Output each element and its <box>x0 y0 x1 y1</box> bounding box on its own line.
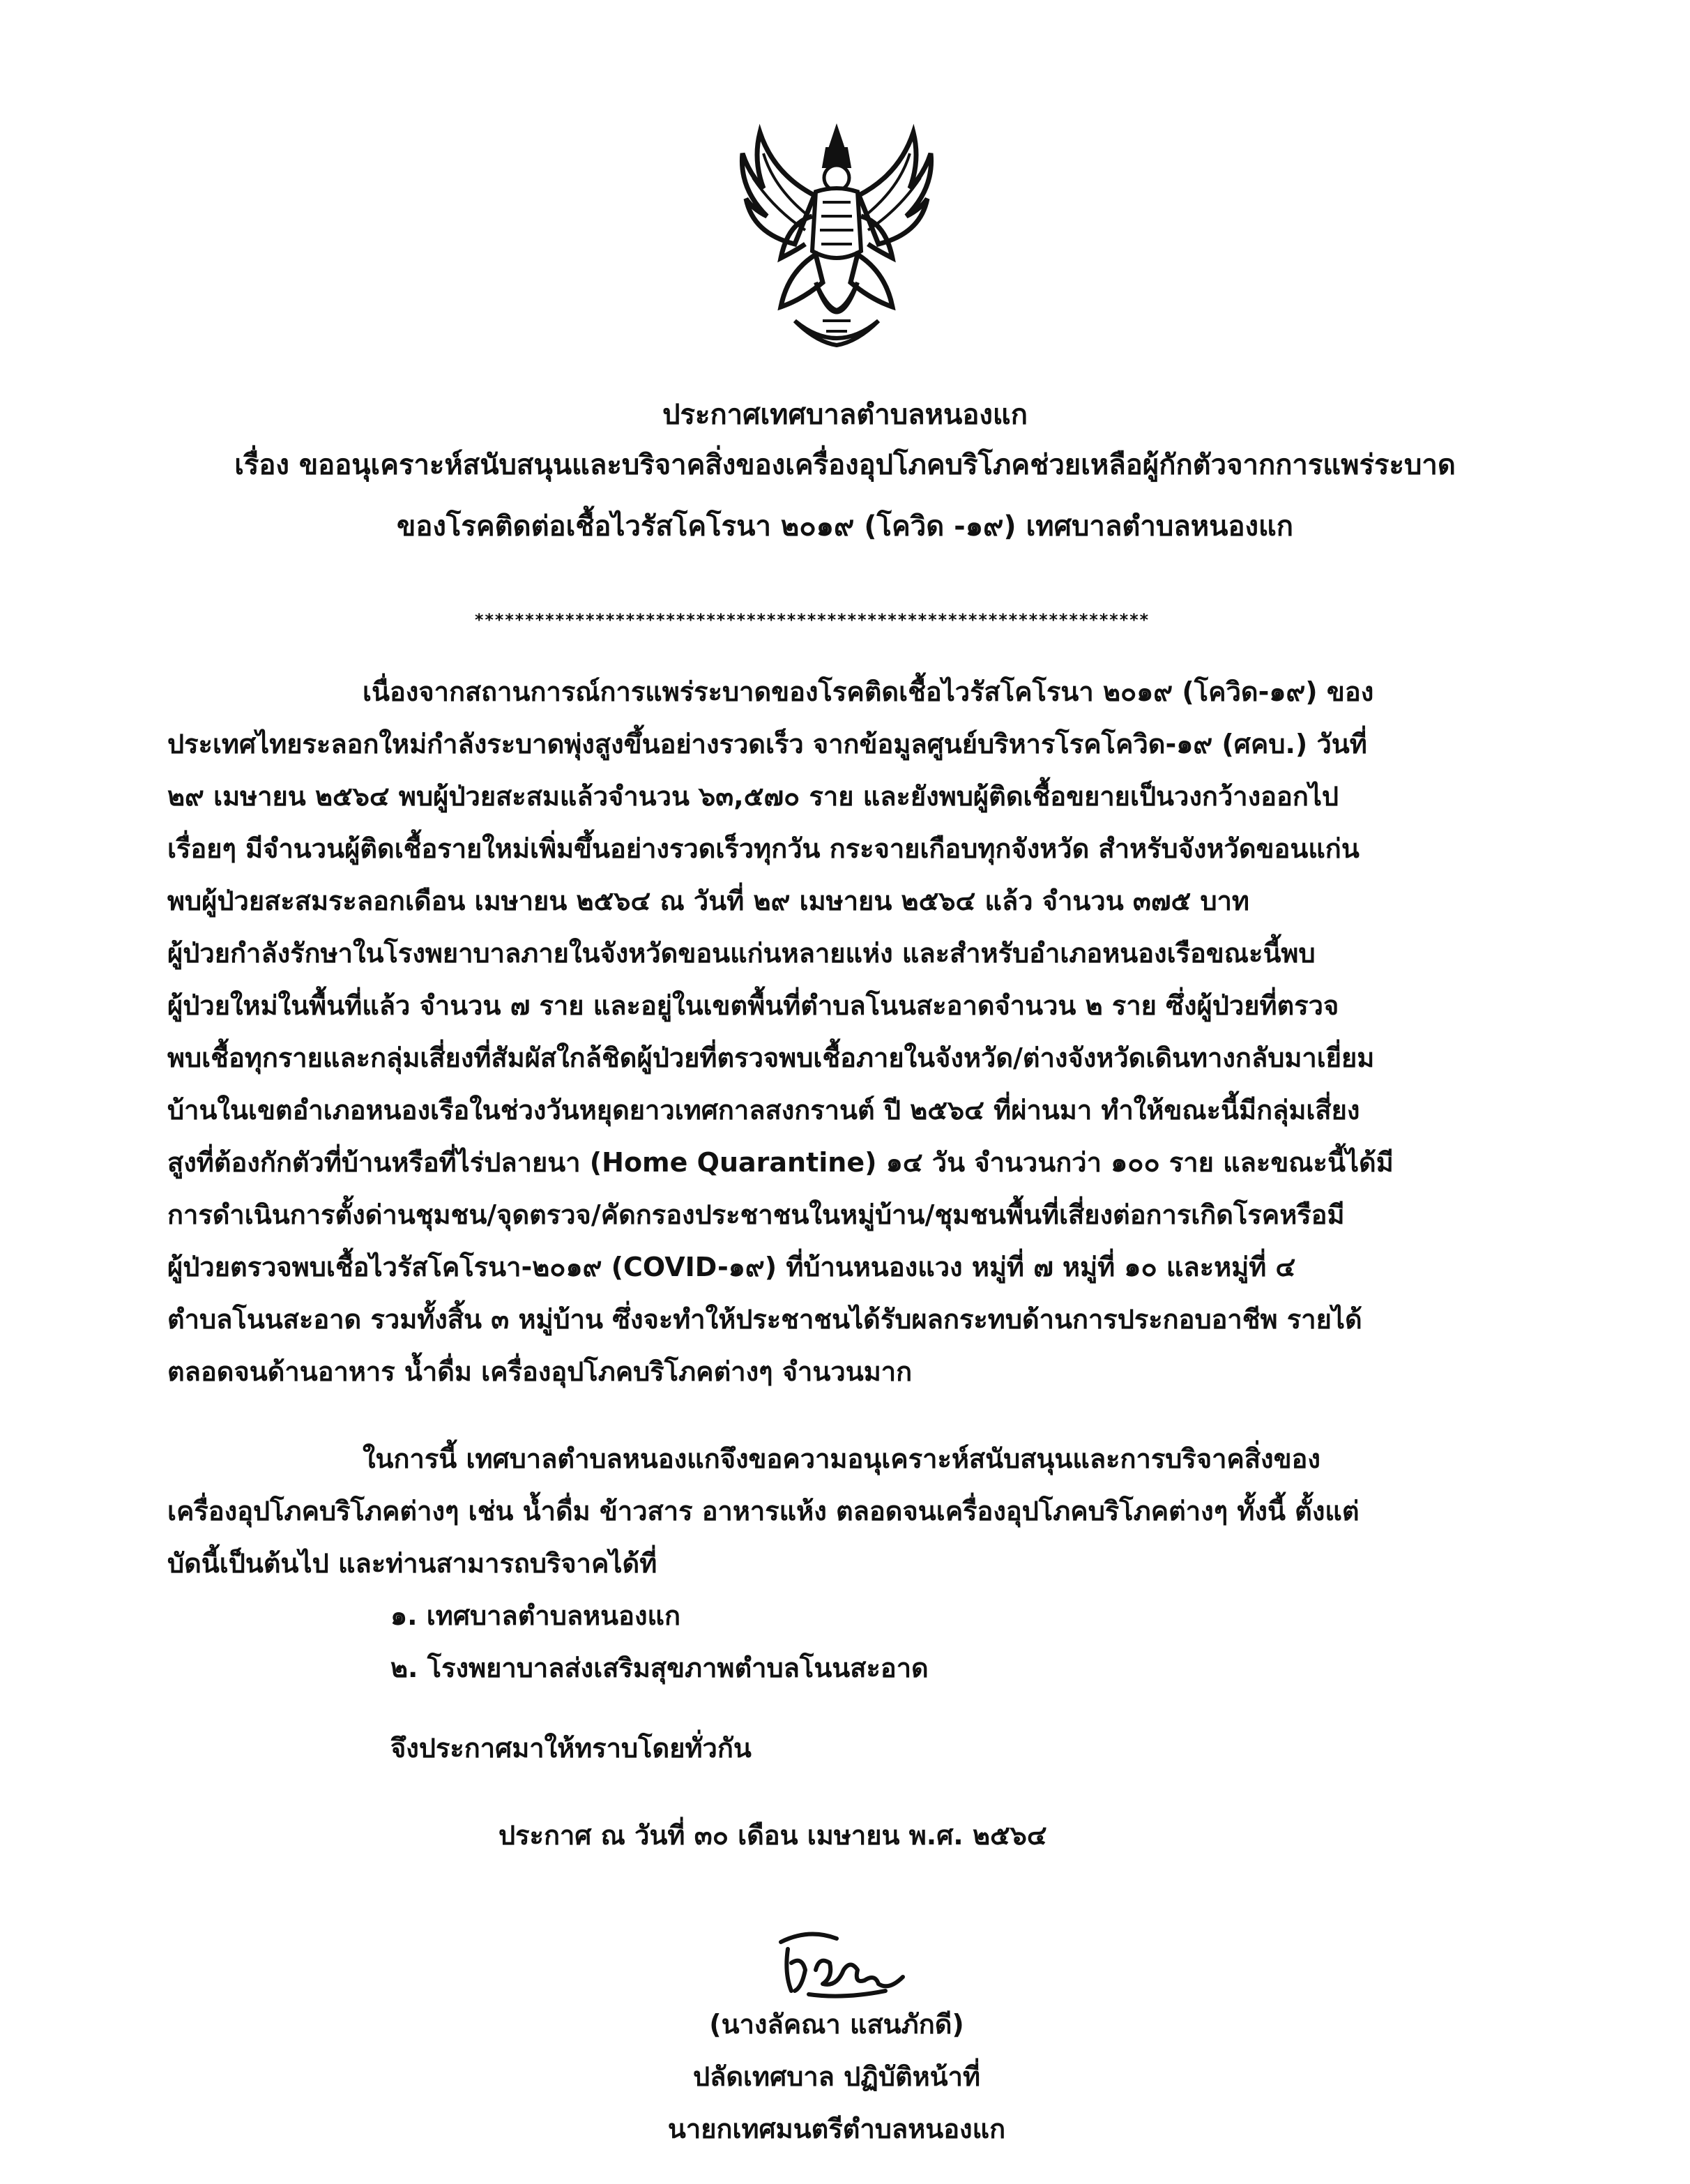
paragraph-line: ๒๙ เมษายน ๒๕๖๔ พบผู้ป่วยสะสมแล้วจำนวน ๖๓,๕๗๐ ราย และยังพบผู้ติดเชื้อขยายเป็นวงกว้างออกไป <box>167 781 1339 812</box>
paragraph-line: พบเชื้อทุกรายและกลุ่มเสี่ยงที่สัมผัสใกล้ชิดผู้ป่วยที่ตรวจพบเชื้อภายในจังหวัด/ต่างจังหวัดเดินทางกลับมาเยี่ยม <box>167 1042 1375 1073</box>
handwritten-signature-icon <box>753 1921 913 2005</box>
closing-statement: จึงประกาศมาให้ทราบโดยทั่วกัน <box>390 1733 752 1764</box>
paragraph-line: ในการนี้ เทศบาลตำบลหนองแกจึงขอความอนุเคราะห์สนับสนุนและการบริจาคสิ่งของ <box>363 1443 1320 1474</box>
paragraph-line: ตำบลโนนสะอาด รวมทั้งสิ้น ๓ หมู่บ้าน ซึ่งจะทำให้ประชาชนได้รับผลกระทบด้านการประกอบอาชีพ รายได้ <box>167 1304 1362 1335</box>
paragraph-line: เนื่องจากสถานการณ์การแพร่ระบาดของโรคติดเชื้อไวรัสโคโรนา ๒๐๑๙ (โควิด-๑๙) ของ <box>363 676 1374 707</box>
paragraph-line: ตลอดจนด้านอาหาร น้ำดื่ม เครื่องอุปโภคบริโภคต่างๆ จำนวนมาก <box>167 1356 913 1387</box>
paragraph-line: บัดนี้เป็นต้นไป และท่านสามารถบริจาคได้ที่ <box>167 1548 657 1579</box>
paragraph-line: ผู้ป่วยตรวจพบเชื้อไวรัสโคโรนา-๒๐๑๙ (COVID-๑๙) ที่บ้านหนองแวง หมู่ที่ ๗ หมู่ที่ ๑๐ และหมู่ที่ ๔ <box>167 1252 1296 1282</box>
announcement-title: ประกาศเทศบาลตำบลหนองแก <box>662 399 1028 431</box>
paragraph-line: เรื่อยๆ มีจำนวนผู้ติดเชื้อรายใหม่เพิ่มขึ้นอย่างรวดเร็วทุกวัน กระจายเกือบทุกจังหวัด สำหรับจังหวัดขอนแก่น <box>167 833 1360 864</box>
paragraph-line: การดำเนินการตั้งด่านชุมชน/จุดตรวจ/คัดกรองประชาชนในหมู่บ้าน/ชุมชนพื้นที่เสี่ยงต่อการเกิดโรคหรือมี <box>167 1199 1345 1230</box>
paragraph-line: พบผู้ป่วยสะสมระลอกเดือน เมษายน ๒๕๖๔ ณ วันที่ ๒๙ เมษายน ๒๕๖๔ แล้ว จำนวน ๓๗๕ บาท <box>167 886 1249 916</box>
signatory-position: ปลัดเทศบาล ปฏิบัติหน้าที่ <box>692 2061 981 2092</box>
garuda-emblem-icon <box>711 112 962 363</box>
list-item: ๒. โรงพยาบาลส่งเสริมสุขภาพตำบลโนนสะอาด <box>390 1653 929 1683</box>
signatory-position-acting: นายกเทศมนตรีตำบลหนองแก <box>667 2114 1006 2144</box>
paragraph-line: สูงที่ต้องกักตัวที่บ้านหรือที่ไร่ปลายนา (Home Quarantine) ๑๔ วัน จำนวนกว่า ๑๐๐ ราย และขณะนี้ได้มี <box>167 1147 1394 1178</box>
paragraph-line: เครื่องอุปโภคบริโภคต่างๆ เช่น น้ำดื่ม ข้าวสาร อาหารแห้ง ตลอดจนเครื่องอุปโภคบริโภคต่างๆ ทั้งนี้ ตั้งแต่ <box>167 1496 1360 1526</box>
subject-line-1: เรื่อง ขออนุเคราะห์สนับสนุนและบริจาคสิ่งของเครื่องอุปโภคบริโภคช่วยเหลือผู้กักตัวจากการแพร่ระบาด <box>234 449 1456 481</box>
subject-line-2: ของโรคติดต่อเชื้อไวรัสโคโรนา ๒๐๑๙ (โควิด -๑๙) เทศบาลตำบลหนองแก <box>396 510 1293 543</box>
announcement-date: ประกาศ ณ วันที่ ๓๐ เดือน เมษายน พ.ศ. ๒๕๖๔ <box>498 1820 1047 1851</box>
paragraph-line: ผู้ป่วยใหม่ในพื้นที่แล้ว จำนวน ๗ ราย และอยู่ในเขตพื้นที่ตำบลโนนสะอาดจำนวน ๒ ราย ซึ่งผู้ป่วยที่ตรวจ <box>167 990 1339 1021</box>
list-item: ๑. เทศบาลตำบลหนองแก <box>390 1600 681 1631</box>
paragraph-line: บ้านในเขตอำเภอหนองเรือในช่วงวันหยุดยาวเทศกาลสงกรานต์ ปี ๒๕๖๔ ที่ผ่านมา ทำให้ขณะนี้มีกลุ่มเสี่ยง <box>167 1095 1360 1125</box>
signatory-name: (นางลัคณา แสนภักดี) <box>709 2009 964 2040</box>
separator-line: ******************************************************************* <box>474 612 1150 628</box>
paragraph-line: ประเทศไทยระลอกใหม่กำลังระบาดพุ่งสูงขึ้นอย่างรวดเร็ว จากข้อมูลศูนย์บริหารโรคโควิด-๑๙ (ศคบ.) วันที่ <box>167 729 1367 759</box>
paragraph-line: ผู้ป่วยกำลังรักษาในโรงพยาบาลภายในจังหวัดขอนแก่นหลายแห่ง และสำหรับอำเภอหนองเรือขณะนี้พบ <box>167 938 1316 969</box>
